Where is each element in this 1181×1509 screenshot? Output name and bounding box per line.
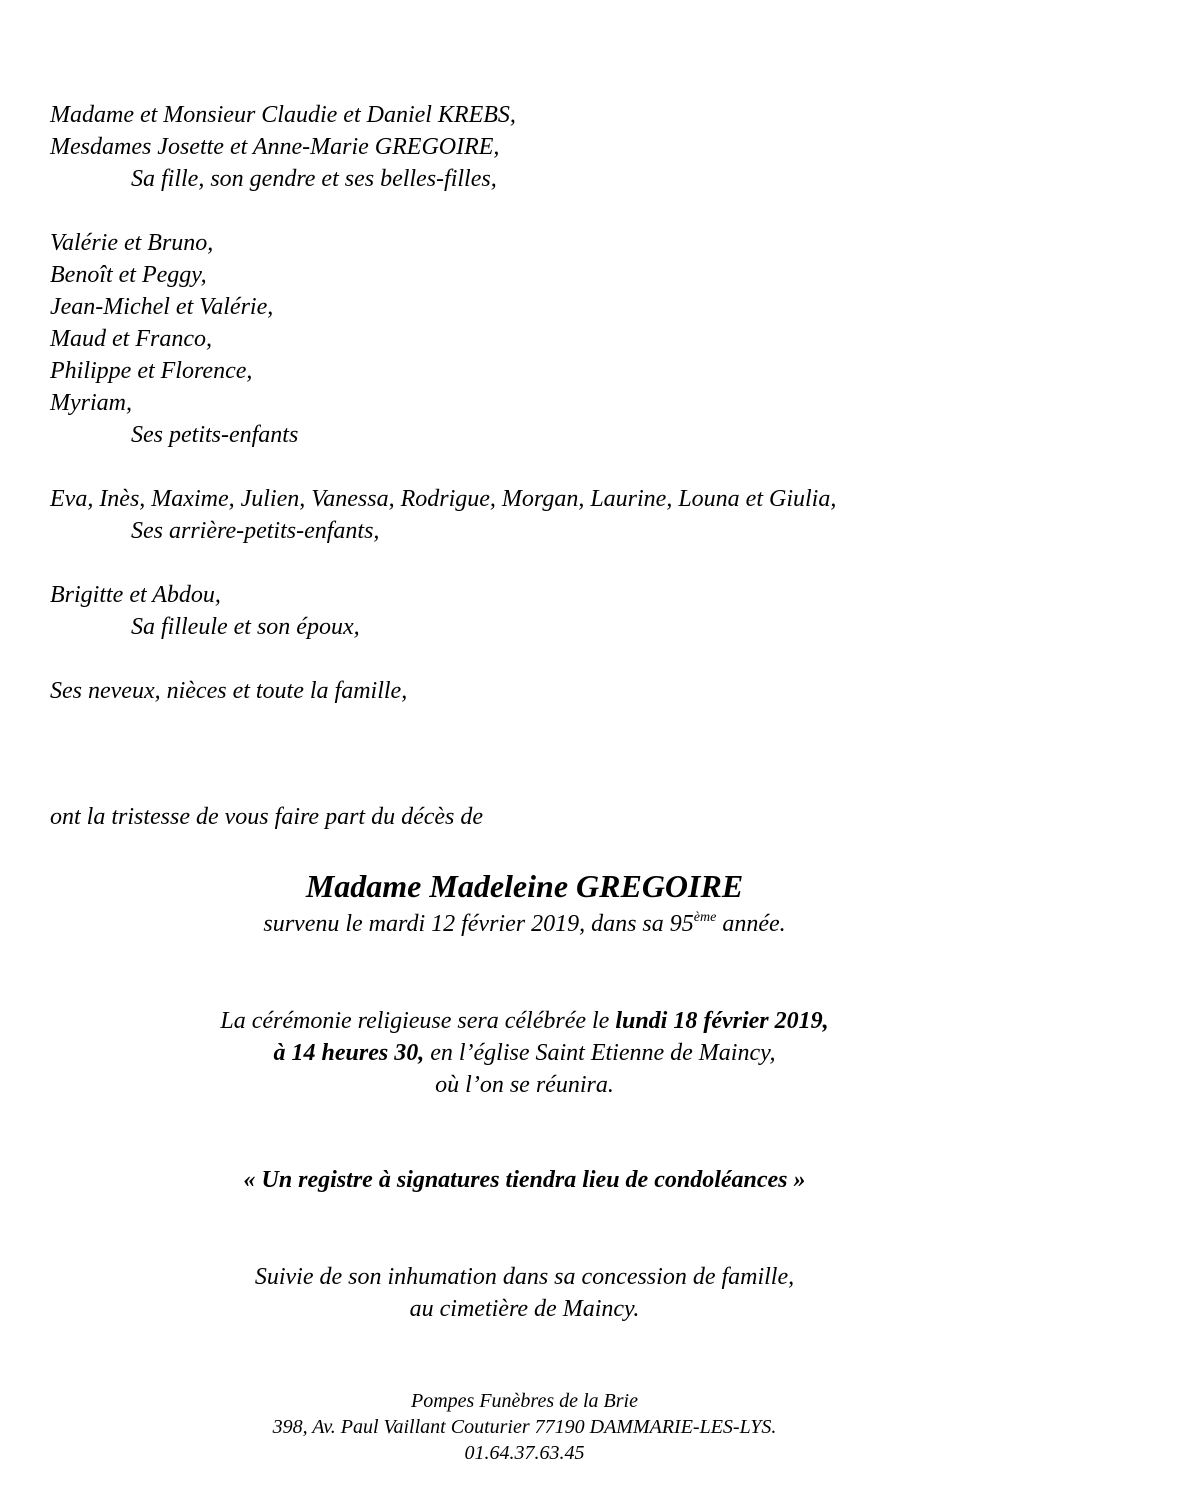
great-grandchildren-role: Ses arrière-petits-enfants, xyxy=(131,518,380,544)
ceremony-date: lundi 18 février 2019, xyxy=(615,1008,829,1034)
burial-line-2: au cimetière de Maincy. xyxy=(409,1296,640,1322)
grandchild-6: Myriam, xyxy=(50,390,132,416)
grandchild-3: Jean-Michel et Valérie, xyxy=(50,294,274,320)
parents-line-2: Mesdames Josette et Anne-Marie GREGOIRE, xyxy=(50,134,500,160)
burial-line-1: Suivie de son inhumation dans sa concession de famille, xyxy=(254,1264,795,1290)
ceremony-time: à 14 heures 30, xyxy=(273,1040,425,1066)
death-date-suffix: année. xyxy=(716,911,786,937)
registry-note: « Un registre à signatures tiendra lieu de condoléances » xyxy=(243,1167,806,1193)
goddaughter: Brigitte et Abdou, xyxy=(50,582,221,608)
deceased-name: Madame Madeleine GREGOIRE xyxy=(305,868,744,904)
grandchild-2: Benoît et Peggy, xyxy=(50,262,207,288)
ceremony-place: en l’église Saint Etienne de Maincy, xyxy=(424,1040,776,1066)
great-grandchildren: Eva, Inès, Maxime, Julien, Vanessa, Rodrigue, Morgan, Laurine, Louna et Giulia, xyxy=(50,486,837,512)
grandchild-1: Valérie et Bruno, xyxy=(50,230,214,256)
funeral-home-address: 398, Av. Paul Vaillant Couturier 77190 DAMMARIE-LES-LYS. xyxy=(272,1416,777,1438)
parents-line-1: Madame et Monsieur Claudie et Daniel KREBS, xyxy=(50,102,516,128)
death-date xyxy=(0,908,1049,944)
extended-family: Ses neveux, nièces et toute la famille, xyxy=(50,678,408,704)
death-date-prefix: survenu le mardi 12 février 2019, dans sa 95 xyxy=(263,911,694,937)
ceremony-line-1-text: La cérémonie religieuse sera célébrée le xyxy=(220,1008,616,1034)
ceremony-line-3: où l’on se réunira. xyxy=(435,1072,614,1098)
announcement: ont la tristesse de vous faire part du décès de xyxy=(50,804,484,830)
grandchildren-role: Ses petits-enfants xyxy=(131,422,299,448)
goddaughter-role: Sa filleule et son époux, xyxy=(131,614,360,640)
ceremony-line-1 xyxy=(0,1005,1049,1037)
funeral-home-phone: 01.64.37.63.45 xyxy=(464,1442,585,1464)
death-date-sup: ème xyxy=(693,910,717,925)
grandchild-5: Philippe et Florence, xyxy=(50,358,253,384)
funeral-home-name: Pompes Funèbres de la Brie xyxy=(411,1390,638,1412)
parents-role: Sa fille, son gendre et ses belles-filles, xyxy=(131,166,497,192)
ceremony-line-2 xyxy=(0,1037,1049,1069)
grandchild-4: Maud et Franco, xyxy=(50,326,212,352)
